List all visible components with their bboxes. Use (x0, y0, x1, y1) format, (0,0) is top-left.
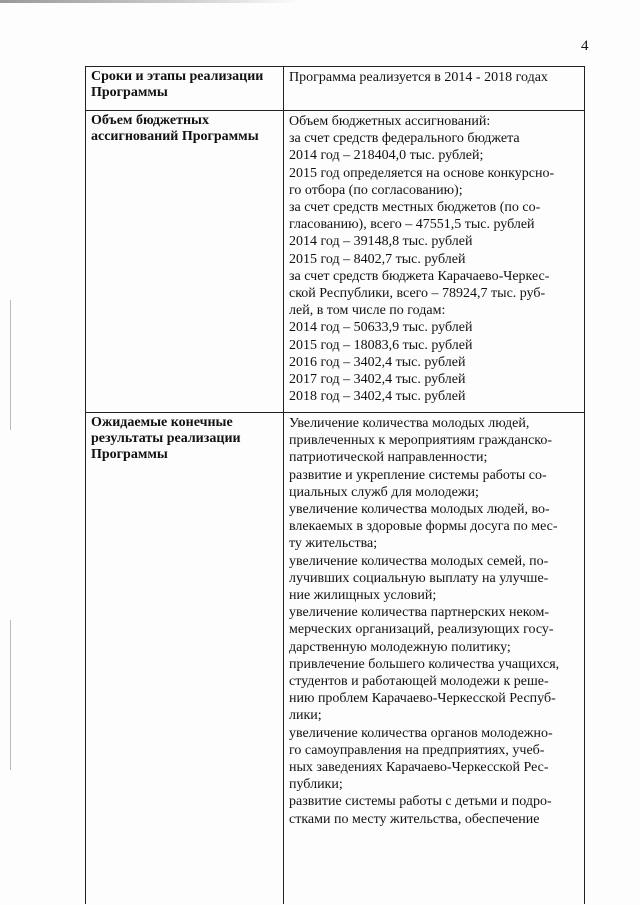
content-line: Объем бюджетных ассигнований: (289, 114, 491, 129)
row-budget-allocations (86, 111, 585, 413)
page-number: 4 (581, 38, 589, 54)
content-line: ние жилищных условий; (289, 588, 437, 604)
scan-edge-top (0, 0, 300, 3)
content-line: лики; (289, 708, 322, 724)
row-heading (86, 111, 284, 413)
content-line: 2015 год определяется на основе конкурсно- (289, 165, 555, 181)
content-line: увеличение количества молодых семей, по- (289, 553, 549, 569)
content-line: нию проблем Карачаево-Черкесской Респуб- (289, 691, 556, 707)
row-expected-results (86, 413, 585, 904)
row-terms-stages (86, 67, 585, 111)
content-line: публики; (289, 777, 343, 793)
program-passport-table (85, 66, 585, 904)
content-line: развитие системы работы с детьми и подро- (289, 794, 552, 810)
heading-line: Ожидаемые конечные (91, 415, 233, 430)
row-content (284, 111, 585, 413)
content-line: дарственную молодежную политику; (289, 639, 511, 655)
content-line: ской Республики, всего – 78924,7 тыс. руб- (289, 286, 546, 302)
content-line: мерческих организаций, реализующих госу- (289, 622, 554, 638)
content-line: 2015 год – 8402,7 тыс. рублей (289, 251, 466, 267)
content-line: ту жительства; (289, 536, 378, 552)
heading-line: Программы (91, 85, 168, 100)
content-line: за счет средств бюджета Карачаево-Черкес- (289, 268, 550, 284)
content-line: лей, в том числе по годам: (289, 303, 446, 319)
content-line: за счет средств местных бюджетов (по со- (289, 200, 541, 216)
heading-line: Объем бюджетных (91, 113, 209, 128)
content-line: 2015 год – 18083,6 тыс. рублей (289, 337, 473, 353)
heading-line: Программы (91, 447, 168, 462)
content-line: увеличение количества молодых людей, во- (289, 502, 550, 518)
row-heading (86, 67, 284, 111)
content-line: привлеченных к мероприятиям гражданско- (289, 433, 553, 449)
content-line: за счет средств федерального бюджета (289, 131, 520, 147)
content-line: Программа реализуется в 2014 - 2018 годах (289, 70, 548, 85)
content-line: 2016 год – 3402,4 тыс. рублей (289, 354, 466, 370)
row-content (284, 67, 585, 111)
content-line: привлечение большего количества учащихся, (289, 656, 560, 672)
content-line: студентов и работающей молодежи к реше- (289, 674, 549, 690)
heading-line: ассигнований Программы (91, 129, 259, 144)
heading-line: Сроки и этапы реализации (91, 69, 264, 84)
content-line: циальных служб для молодежи; (289, 484, 479, 500)
content-line: 2018 год – 3402,4 тыс. рублей (289, 389, 466, 405)
content-line: ных заведениях Карачаево-Черкесской Рес- (289, 760, 549, 776)
row-heading (86, 413, 284, 904)
content-line: патриотической направленности; (289, 450, 488, 466)
content-line: увеличение количества органов молодежно- (289, 725, 553, 741)
content-line: го самоуправления на предприятиях, учеб- (289, 742, 545, 758)
heading-line: результаты реализации (91, 431, 241, 446)
content-line: 2014 год – 50633,9 тыс. рублей (289, 320, 473, 336)
content-line: развитие и укрепление системы работы со- (289, 467, 547, 483)
content-line: гласованию), всего – 47551,5 тыс. рублей (289, 217, 535, 233)
content-line: Увеличение количества молодых людей, (289, 416, 530, 431)
content-line: влекаемых в здоровые формы досуга по мес- (289, 519, 558, 535)
content-line: го отбора (по согласованию); (289, 182, 463, 198)
content-line: 2014 год – 218404,0 тыс. рублей; (289, 148, 484, 164)
content-line: увеличение количества партнерских неком- (289, 605, 550, 621)
scan-edge-left-upper (10, 300, 11, 430)
content-line: лучивших социальную выплату на улучше- (289, 570, 549, 586)
content-line: 2017 год – 3402,4 тыс. рублей (289, 372, 466, 388)
content-line: стками по месту жительства, обеспечение (289, 811, 540, 827)
row-content (284, 413, 585, 904)
scan-edge-left-lower (10, 620, 11, 770)
content-line: 2014 год – 39148,8 тыс. рублей (289, 234, 473, 250)
